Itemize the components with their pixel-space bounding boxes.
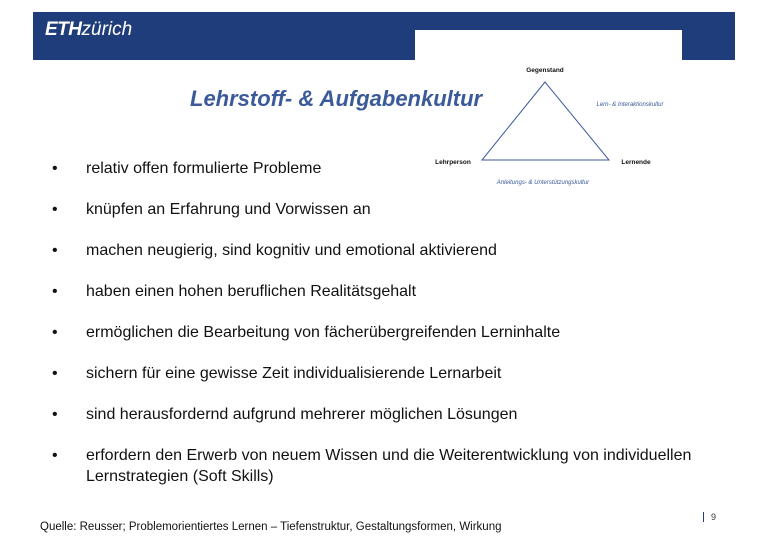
bullet-dot: • [52,283,58,300]
vertex-label-gegenstand: Gegenstand [526,67,564,74]
bullet-dot: • [52,365,58,382]
bullet-text: erfordern den Erwerb von neuem Wissen und die Weiterentwicklung von individuellen Lernstrategien (Soft Skills) [86,447,692,485]
source-citation: Quelle: Reusser; Problemorientiertes Lernen – Tiefenstruktur, Gestaltungsformen, Wirkung [40,521,502,533]
bullet-text: relativ offen formulierte Probleme [86,160,322,177]
bullet-text: sichern für eine gewisse Zeit individualisierende Lernarbeit [86,365,502,382]
bullet-item [40,363,740,404]
bullet-item [40,240,740,281]
bullet-item [40,445,740,495]
bullet-item [40,322,740,363]
vertex-label-lernende: Lernende [621,159,651,166]
edge-label-unterstuetzungskultur: Anleitungs- & Unterstützungskultur [496,180,590,186]
bullet-dot: • [52,406,58,423]
bullet-dot: • [52,201,58,218]
edge-label-interaktionskultur: Lern- & Interaktionskultur [596,102,664,108]
bullet-dot: • [52,160,58,177]
bullet-text: ermöglichen die Bearbeitung von fächerübergreifenden Lerninhalte [86,324,561,341]
bullet-item [40,281,740,322]
bullet-text: machen neugierig, sind kognitiv und emotional aktivierend [86,242,497,259]
header-notch [415,30,682,60]
bullet-dot: • [52,447,58,464]
bullet-text: haben einen hohen beruflichen Realitätsgehalt [86,283,417,300]
eth-logo: ETHzürich [45,19,133,40]
bullet-item [40,158,740,199]
vertex-label-lehrperson: Lehrperson [435,159,471,166]
page-number-separator [703,512,704,522]
bullet-item [40,199,740,240]
bullet-text: sind herausfordernd aufgrund mehrerer möglichen Lösungen [86,406,518,423]
bullet-item [40,404,740,445]
bullet-list [40,158,740,495]
bullet-dot: • [52,242,58,259]
triangle-shape [482,82,609,160]
slide-title: Lehrstoff- & Aufgabenkultur [190,86,483,111]
bullet-dot: • [52,324,58,341]
page-number: 9 [711,512,717,522]
bullet-text: knüpfen an Erfahrung und Vorwissen an [86,201,371,218]
